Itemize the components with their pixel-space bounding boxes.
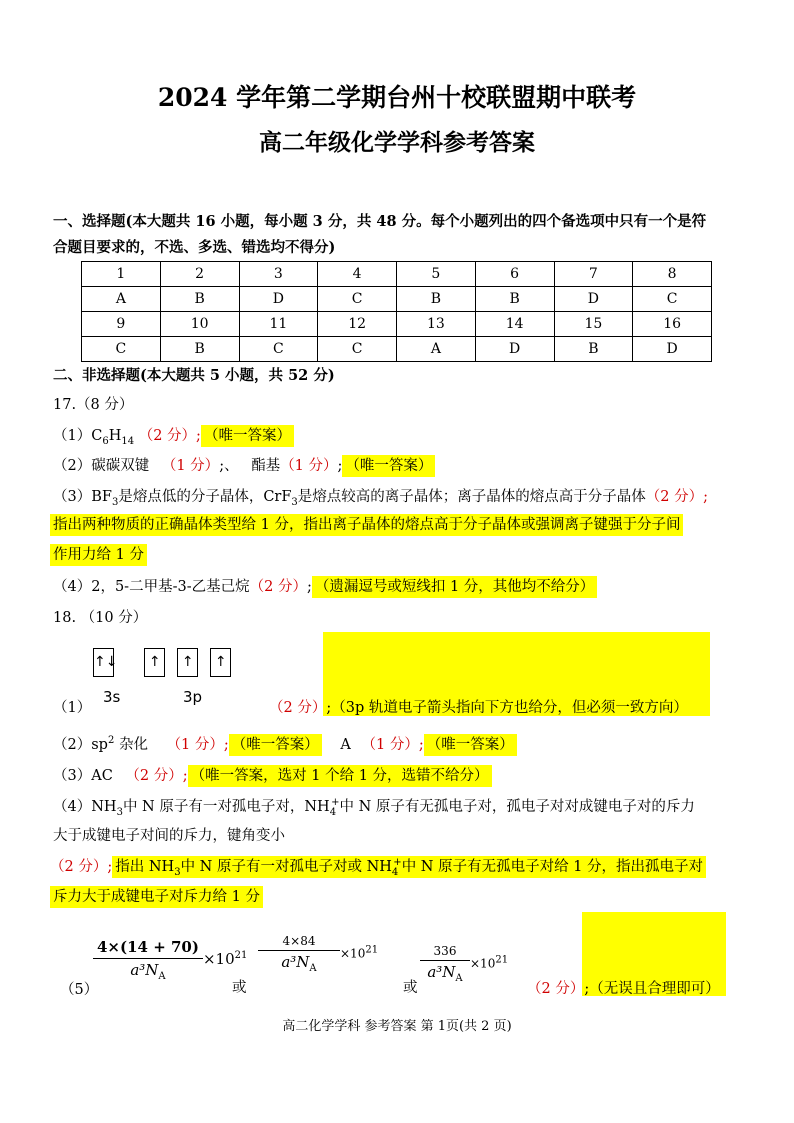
grading-note: （唯一答案） [424, 734, 517, 756]
q18-part2 [53, 733, 517, 754]
score: （1 分） [280, 458, 338, 474]
q17-part2 [53, 454, 435, 475]
grading-note: 斥力大于成键电子对斥力给 1 分 [50, 886, 263, 908]
separator: ; [584, 981, 590, 997]
answer-text: AC [91, 768, 113, 784]
answer-text: 酯基 [251, 458, 281, 474]
grading-note: 作用力给 1 分 [50, 544, 147, 566]
section2-heading: 二、非选择题(本大题共 5 小题，共 52 分) [53, 367, 335, 384]
part-number: （2） [53, 737, 92, 753]
grading-note: （遗漏逗号或短线扣 1 分，其他均不给分） [312, 576, 597, 598]
table-cell: C [82, 337, 161, 362]
page-subtitle: 高二年级化学学科参考答案 [259, 129, 535, 156]
table-cell: C [318, 337, 397, 362]
q17-part3-note-line1 [50, 513, 683, 534]
denominator [258, 951, 340, 974]
answer-text: 中 N 原子有一对孤电子对，NH [122, 799, 330, 815]
q18-part5-score [527, 977, 720, 998]
or-text: 或 [232, 980, 247, 996]
q18-part4-line1 [53, 795, 695, 818]
q18-label: 18. （10 分） [53, 610, 148, 626]
orbital-label-3p: 3p [183, 688, 203, 706]
answer-text: NH [91, 799, 117, 815]
score: （1 分）; [361, 737, 424, 753]
score: （2 分） [269, 700, 327, 716]
den-text: a³N [427, 963, 456, 981]
table-cell: 10 [160, 312, 239, 337]
answer-text: C [91, 428, 103, 444]
subscript: 3 [291, 496, 298, 508]
answer-text: A [340, 737, 351, 753]
subscript: 3 [174, 866, 181, 878]
separator: ; [306, 579, 312, 595]
grading-note: （唯一答案） [342, 455, 435, 477]
table-row [82, 262, 712, 287]
multiplier: ×10 [340, 946, 366, 961]
q17-part1 [53, 424, 294, 447]
superscript: 2 [107, 735, 115, 747]
note-text: 中 N 原子有无孤电子对给 1 分，指出孤电子对 [401, 859, 704, 875]
orbital-label-3s: 3s [103, 688, 121, 706]
answer-text: 是熔点较高的离子晶体；离子晶体的熔点高于分子晶体 [297, 489, 646, 505]
part-number: （2） [53, 458, 92, 474]
table-cell: 1 [82, 262, 161, 287]
subscript: A [309, 963, 317, 974]
answer-text: 是熔点低的分子晶体，CrF [118, 489, 292, 505]
table-cell: C [633, 287, 712, 312]
multiplier: ×10 [202, 950, 235, 968]
page-footer: 高二化学学科 参考答案 第 1页(共 2 页) [282, 1019, 512, 1034]
table-row [82, 337, 712, 362]
separator: ; [326, 700, 332, 716]
fraction [93, 938, 203, 982]
exponent: 21 [234, 950, 248, 961]
grading-note: （无误且合理即可） [589, 981, 720, 997]
table-cell: B [554, 337, 633, 362]
table-cell: D [554, 287, 633, 312]
q17-part3 [53, 485, 708, 508]
score: （2 分）; [125, 768, 188, 784]
note-text: 指出 NH [115, 859, 175, 875]
table-cell: D [475, 337, 554, 362]
table-cell: 8 [633, 262, 712, 287]
table-row [82, 287, 712, 312]
answer-text: 杂化 [114, 737, 148, 753]
formula-3 [420, 944, 508, 984]
part-number: （3） [53, 489, 92, 505]
table-cell: 9 [82, 312, 161, 337]
table-row [82, 312, 712, 337]
orbital-box-3p: ↑ [144, 648, 165, 677]
answer-text: 碳碳双键 [91, 458, 150, 474]
grading-note: （唯一答案，选对 1 个给 1 分，选错不给分） [188, 765, 492, 787]
q18-part4-note-line2 [50, 885, 263, 906]
fraction [420, 944, 470, 984]
answer-text: sp [91, 737, 108, 753]
orbital-box-3s: ↑↓ [93, 648, 114, 677]
table-cell: C [318, 287, 397, 312]
part-number: （3） [53, 768, 92, 784]
numerator: 4×(14 + 70) [93, 938, 203, 959]
formula-2 [258, 934, 378, 974]
note-text: 中 N 原子有一对孤电子对或 NH [180, 859, 392, 875]
superscript: + [331, 797, 340, 809]
table-cell: 15 [554, 312, 633, 337]
q18-part1-score [269, 696, 688, 717]
grading-note: 指出两种物质的正确晶体类型给 1 分，指出离子晶体的熔点高于分子晶体或强调离子键强于分子间 [50, 514, 683, 536]
score: （2 分）; [50, 859, 113, 875]
answer-text: H [108, 428, 122, 444]
score: （2 分）; [645, 489, 709, 505]
table-cell: B [475, 287, 554, 312]
multiplier: ×10 [470, 956, 496, 971]
score: （2 分）; [138, 428, 201, 444]
denominator [420, 961, 470, 984]
subscript: 4 [329, 806, 337, 818]
superscript: + [393, 857, 402, 869]
part-number: （4） [53, 579, 92, 595]
table-cell: 13 [397, 312, 476, 337]
table-cell: 14 [475, 312, 554, 337]
den-text: a³N [281, 953, 310, 971]
grading-note: （3p 轨道电子箭头指向下方也给分，但必须一致方向） [331, 700, 688, 716]
subscript: 3 [111, 496, 119, 508]
denominator [93, 959, 203, 982]
subscript: 14 [121, 435, 135, 447]
table-cell: 4 [318, 262, 397, 287]
table-cell: B [397, 287, 476, 312]
table-cell: 3 [239, 262, 318, 287]
exponent: 21 [365, 944, 379, 956]
q18-part1-num: （1） [53, 700, 92, 716]
table-cell: A [397, 337, 476, 362]
table-cell: 16 [633, 312, 712, 337]
section1-heading-line2: 合题目要求的，不选、多选、错选均不得分) [53, 239, 336, 256]
part-number: （4） [53, 799, 92, 815]
separator: ; [337, 458, 343, 474]
table-cell: B [160, 337, 239, 362]
q18-part5-num: （5） [60, 982, 99, 998]
subscript: 6 [102, 435, 109, 447]
formula-1 [93, 938, 247, 982]
table-cell: 6 [475, 262, 554, 287]
answer-text: BF [91, 489, 112, 505]
grading-note: （唯一答案） [229, 734, 322, 756]
table-cell: 2 [160, 262, 239, 287]
table-cell: A [82, 287, 161, 312]
table-cell: 5 [397, 262, 476, 287]
q17-part3-note-line2 [50, 543, 147, 564]
q17-label: 17.（8 分） [53, 397, 134, 413]
orbital-box-3p: ↑ [177, 648, 198, 677]
table-cell: 12 [318, 312, 397, 337]
q17-part4 [53, 575, 597, 596]
score: （1 分）; [166, 737, 229, 753]
q18-part4-note-line1 [50, 855, 706, 878]
subscript: 3 [116, 806, 123, 818]
page-title: 2024 学年第二学期台州十校联盟期中联考 [157, 83, 637, 112]
table-cell: 11 [239, 312, 318, 337]
numerator: 336 [420, 944, 470, 961]
q18-part3 [53, 764, 492, 785]
score: （1 分） [161, 458, 220, 474]
numerator: 4×84 [258, 934, 340, 951]
subscript: A [455, 973, 463, 984]
answer-table [81, 261, 712, 362]
subscript: 4 [391, 866, 399, 878]
answer-text: 2，5-二甲基-3-乙基己烷 [91, 579, 250, 595]
score: （2 分） [249, 579, 307, 595]
orbital-diagram [93, 648, 231, 677]
score: （2 分） [527, 981, 585, 997]
table-cell: D [633, 337, 712, 362]
table-cell: C [239, 337, 318, 362]
subscript: A [158, 971, 166, 982]
orbital-box-3p: ↑ [210, 648, 231, 677]
part-number: （1） [53, 428, 92, 444]
den-text: a³N [130, 961, 159, 979]
table-cell: D [239, 287, 318, 312]
grading-note [112, 856, 706, 878]
exponent: 21 [495, 954, 509, 966]
answer-text: 中 N 原子有无孤电子对，孤电子对对成键电子对的斥力 [339, 799, 695, 815]
or-text: 或 [403, 980, 418, 996]
separator: ;、 [219, 458, 239, 474]
grading-note: （唯一答案） [201, 425, 294, 447]
q18-part4-line2: 大于成键电子对间的斥力，键角变小 [53, 828, 285, 844]
section1-heading-line1: 一、选择题(本大题共 16 小题，每小题 3 分，共 48 分。每个小题列出的四个备选项中只有一个是符 [53, 213, 707, 230]
fraction [258, 934, 340, 974]
table-cell: B [160, 287, 239, 312]
table-cell: 7 [554, 262, 633, 287]
